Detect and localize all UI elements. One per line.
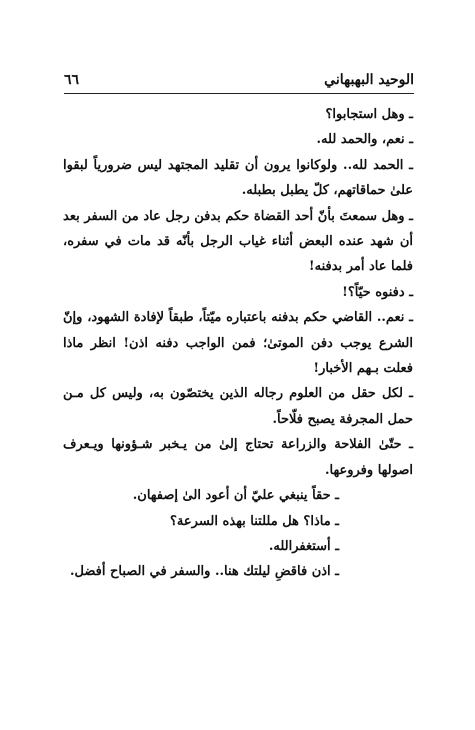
dialogue-line: ـ حقاً ينبغي عليّ أن أعود الىٰ إصفهان.: [132, 488, 339, 504]
dialogue-line: ـ أستغفرالله.: [268, 538, 339, 554]
dialogue-line: ـ اذن فاقضِ ليلتك هنا.. والسفر في الصباح أفضل.: [70, 564, 339, 580]
running-header: [64, 64, 414, 88]
dialogue-line: ـ دفنوه حيّاً؟!: [342, 284, 413, 300]
dialogue-line: ـ نعم، والحمد لله.: [316, 132, 413, 148]
dialogue-text: [63, 102, 413, 585]
dialogue-line: ـ حتّىٰ الفلاحة والزراعة تحتاج إلىٰ من يـخبر شـؤونها ويـعرف اصولها وفروعها.: [63, 437, 413, 478]
page-number: ٦٦: [64, 72, 80, 88]
dialogue-line: ـ وهل استجابوا؟: [325, 107, 413, 122]
dialogue-line: ـ نعم.. القاضي حكم بدفنه باعتباره ميّتاً، طبقاً لإفادة الشهود، وإنّ الشرع يوجب دفن الموتىٰ؛ فمن الواجب دفنه اذن! انظر ماذا فعلت بـهم الأخبار!: [63, 310, 413, 377]
running-title: الوحيد البهبهاني: [324, 72, 414, 88]
dialogue-line: ـ ماذا؟ هل مللتنا بهذه السرعة؟: [170, 513, 339, 529]
dialogue-line: ـ لكل حقل من العلوم رجاله الذين يختصّون به، وليس كل مـن حمل المجرفة يصبح فلّاحاً.: [63, 386, 413, 427]
header-rule: [64, 93, 414, 94]
dialogue-line: ـ الحمد لله.. ولوكانوا يرون أن تقليد المجتهد ليس ضرورياً لبقوا علىٰ حماقاتهم، كلّ يطبل بطبله.: [63, 157, 413, 199]
dialogue-line: ـ وهل سمعتَ بأنّ أحد القضاة حكم بدفن رجل عاد من السفر بعد أن شهد عنده البعض أثناء غياب الرجل بأنّه قد مات في سفره، فلما عاد أمر بدفنه!: [63, 208, 413, 275]
